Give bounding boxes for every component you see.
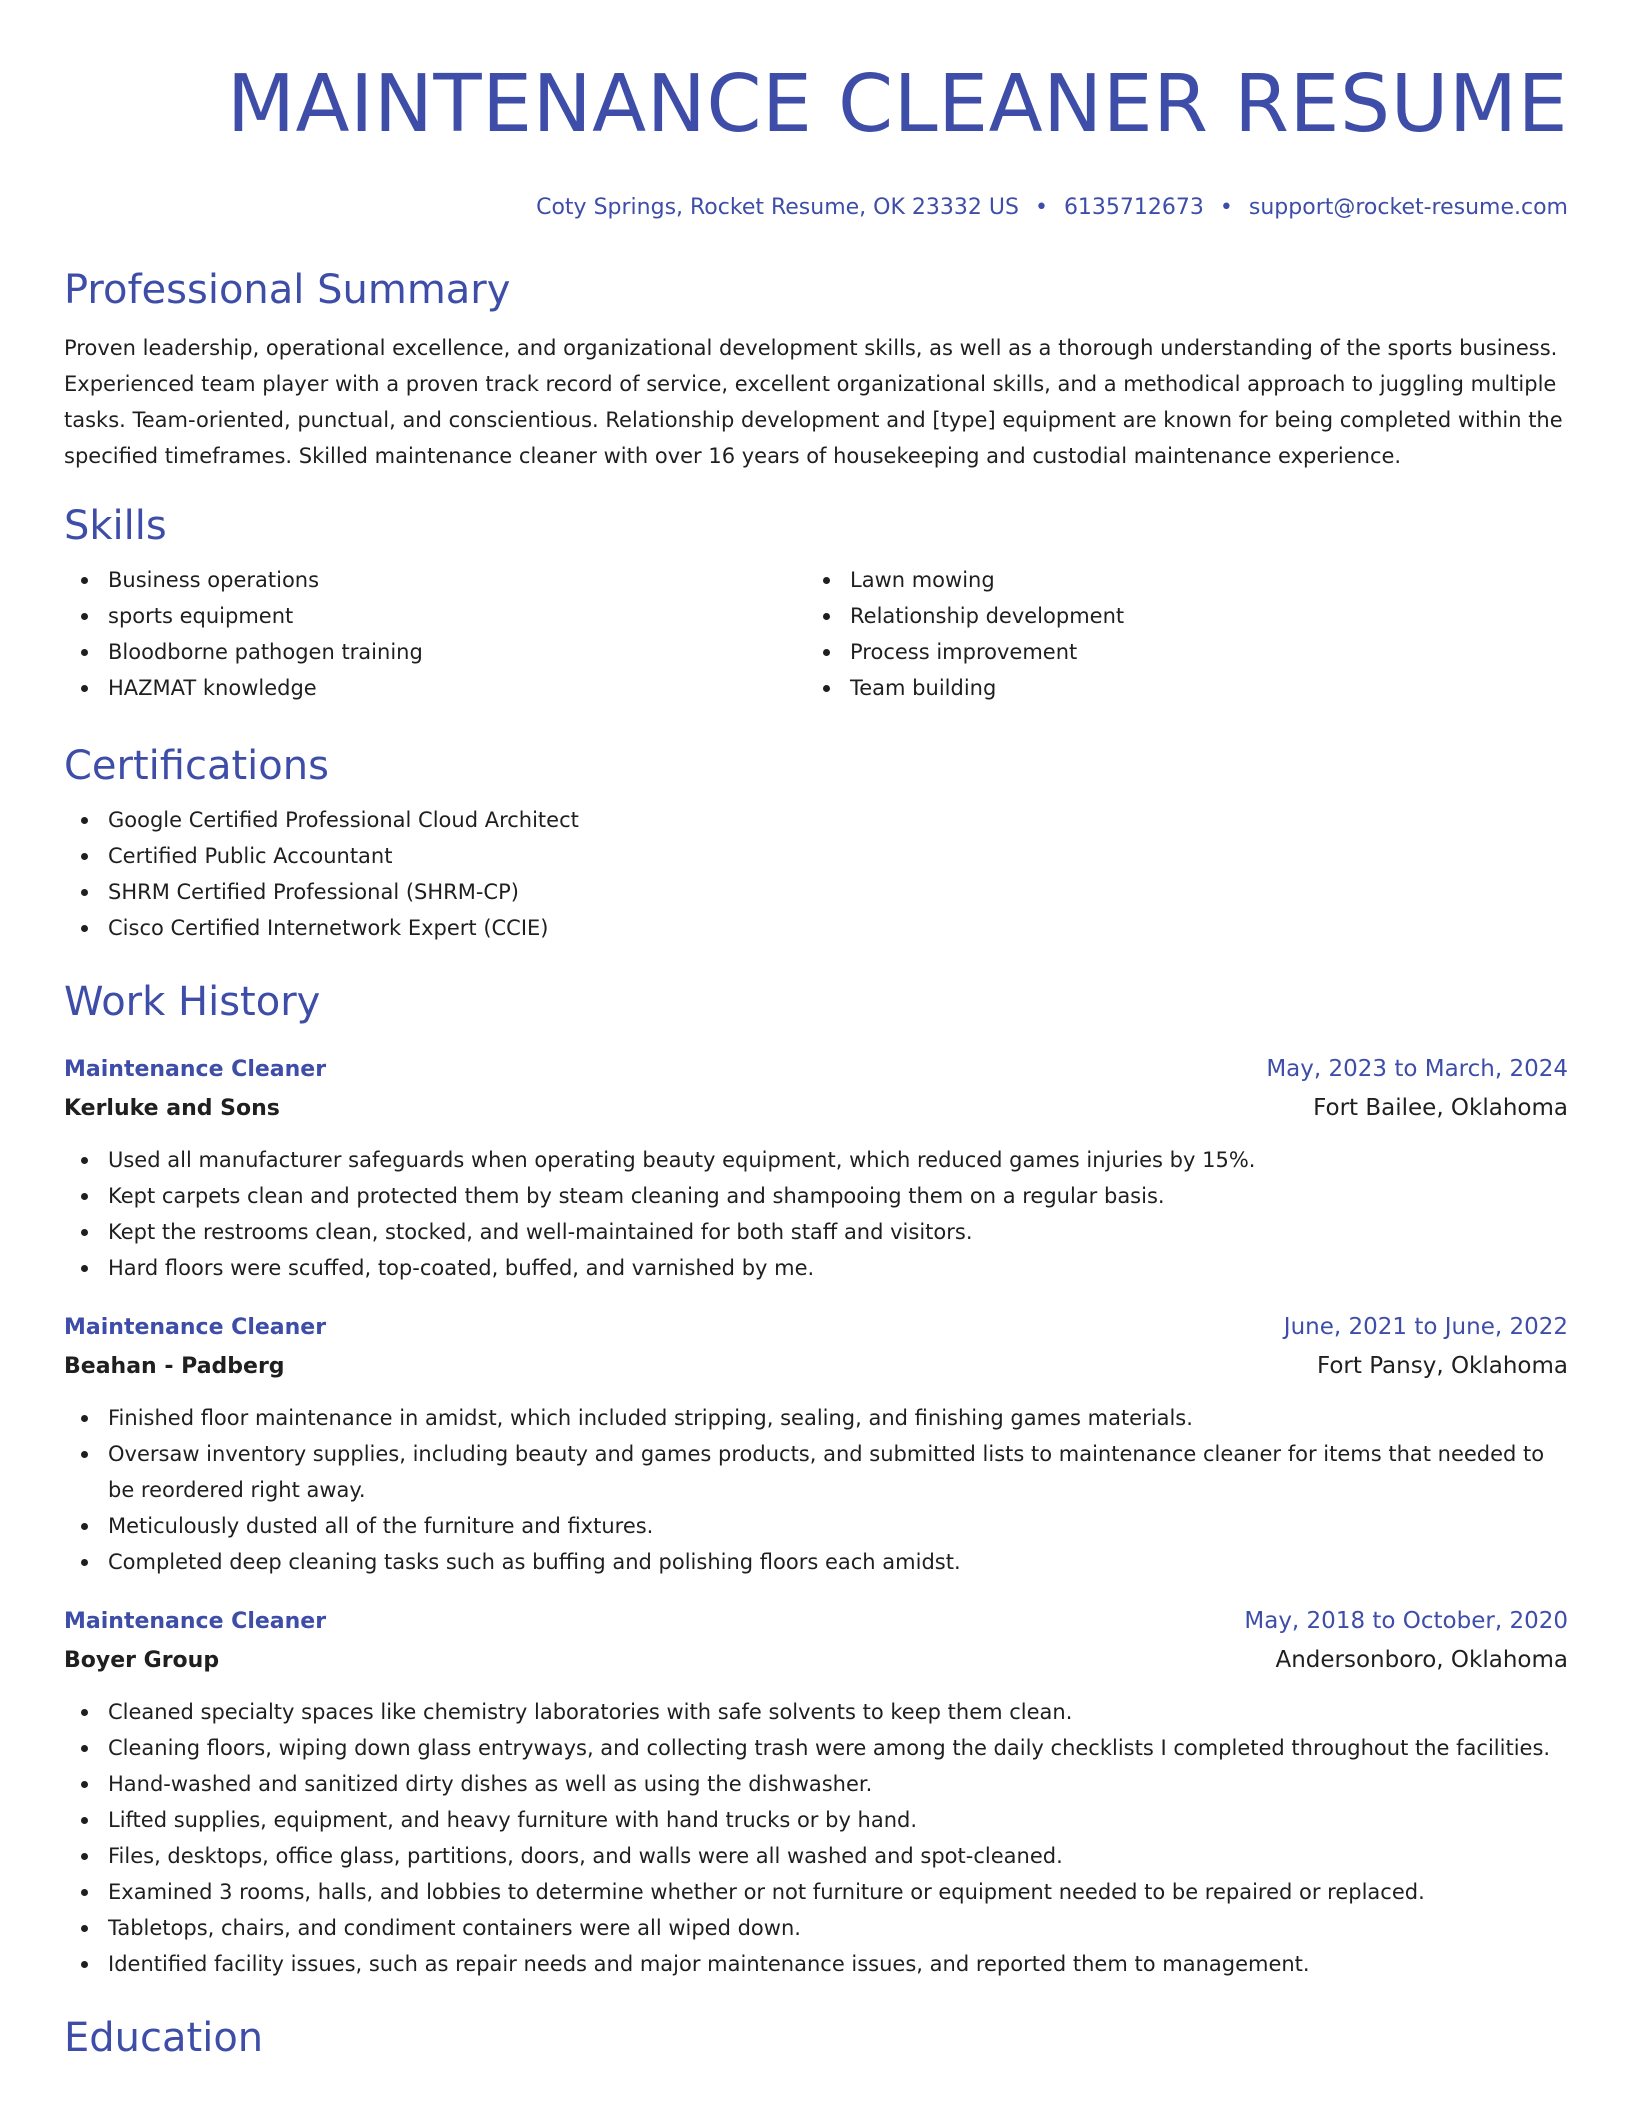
- job-bullet: Identified facility issues, such as repair needs and major maintenance issues, and reported them to management.: [64, 1946, 1568, 1982]
- contact-line: [64, 192, 1568, 224]
- job-dates: June, 2021 to June, 2022: [1283, 1314, 1568, 1340]
- job-location: Andersonboro, Oklahoma: [1275, 1647, 1568, 1673]
- job-location: Fort Pansy, Oklahoma: [1316, 1353, 1568, 1379]
- job-dates: May, 2023 to March, 2024: [1266, 1056, 1568, 1082]
- summary-heading: Professional Summary: [64, 267, 511, 313]
- skill-item: Bloodborne pathogen training: [64, 634, 806, 670]
- contact-separator: •: [1219, 195, 1233, 220]
- job-title: Maintenance Cleaner: [64, 1057, 327, 1082]
- job-company: Beahan - Padberg: [64, 1354, 285, 1379]
- job-title: Maintenance Cleaner: [64, 1609, 327, 1634]
- job-bullet: Kept the restrooms clean, stocked, and well-maintained for both staff and visitors.: [64, 1214, 1568, 1250]
- job-bullet: Oversaw inventory supplies, including beauty and games products, and submitted lists to maintenance cleaner for items that needed to be reordered right away.: [64, 1436, 1568, 1508]
- job-bullet: Used all manufacturer safeguards when operating beauty equipment, which reduced games injuries by 15%.: [64, 1142, 1568, 1178]
- skill-item: Business operations: [64, 562, 806, 598]
- job-bullets: [64, 1142, 1568, 1286]
- job-entry: [64, 1050, 1568, 1286]
- job-bullets: [64, 1694, 1568, 1982]
- job-bullet: Completed deep cleaning tasks such as buffing and polishing floors each amidst.: [64, 1544, 1568, 1580]
- skill-item: Process improvement: [806, 634, 1568, 670]
- job-title: Maintenance Cleaner: [64, 1315, 327, 1340]
- job-bullet: Files, desktops, office glass, partitions, doors, and walls were all washed and spot-cleaned.: [64, 1838, 1568, 1874]
- job-bullet: Tabletops, chairs, and condiment containers were all wiped down.: [64, 1910, 1568, 1946]
- skill-item: Team building: [806, 670, 1568, 706]
- certification-item: SHRM Certified Professional (SHRM-CP): [64, 874, 1568, 910]
- job-entry: [64, 1308, 1568, 1580]
- certification-item: Cisco Certified Internetwork Expert (CCIE): [64, 910, 1568, 946]
- job-bullet: Cleaned specialty spaces like chemistry laboratories with safe solvents to keep them clean.: [64, 1694, 1568, 1730]
- job-bullet: Cleaning floors, wiping down glass entryways, and collecting trash were among the daily checklists I completed throughout the facilities.: [64, 1730, 1568, 1766]
- contact-email: support@rocket-resume.com: [1248, 195, 1568, 220]
- job-bullets: [64, 1400, 1568, 1580]
- job-bullet: Hard floors were scuffed, top-coated, buffed, and varnished by me.: [64, 1250, 1568, 1286]
- certification-item: Certified Public Accountant: [64, 838, 1568, 874]
- job-entry: [64, 1602, 1568, 1982]
- skill-item: HAZMAT knowledge: [64, 670, 806, 706]
- skills-list-right: [806, 562, 1568, 706]
- job-company: Boyer Group: [64, 1648, 220, 1673]
- job-bullet: Kept carpets clean and protected them by steam cleaning and shampooing them on a regular basis.: [64, 1178, 1568, 1214]
- skills-grid: [64, 562, 1568, 706]
- job-bullet: Finished floor maintenance in amidst, which included stripping, sealing, and finishing games materials.: [64, 1400, 1568, 1436]
- work-history-heading: Work History: [64, 979, 321, 1025]
- contact-separator: •: [1034, 195, 1048, 220]
- job-dates: May, 2018 to October, 2020: [1244, 1608, 1568, 1634]
- job-location: Fort Bailee, Oklahoma: [1313, 1095, 1568, 1121]
- skills-heading: Skills: [64, 503, 167, 549]
- job-bullet: Hand-washed and sanitized dirty dishes as well as using the dishwasher.: [64, 1766, 1568, 1802]
- certifications-heading: Certifications: [64, 743, 329, 789]
- resume-title: MAINTENANCE CLEANER RESUME: [226, 58, 1568, 150]
- skills-list-left: [64, 562, 806, 706]
- certifications-list: [64, 802, 1568, 946]
- job-bullet: Lifted supplies, equipment, and heavy furniture with hand trucks or by hand.: [64, 1802, 1568, 1838]
- skill-item: sports equipment: [64, 598, 806, 634]
- contact-address: Coty Springs, Rocket Resume, OK 23332 US: [536, 195, 1019, 220]
- job-company: Kerluke and Sons: [64, 1096, 280, 1121]
- contact-phone: 6135712673: [1063, 195, 1204, 220]
- certification-item: Google Certified Professional Cloud Architect: [64, 802, 1568, 838]
- job-bullet: Examined 3 rooms, halls, and lobbies to determine whether or not furniture or equipment needed to be repaired or replaced.: [64, 1874, 1568, 1910]
- skill-item: Lawn mowing: [806, 562, 1568, 598]
- skill-item: Relationship development: [806, 598, 1568, 634]
- education-heading: Education: [64, 2015, 264, 2061]
- job-bullet: Meticulously dusted all of the furniture and fixtures.: [64, 1508, 1568, 1544]
- summary-text: Proven leadership, operational excellence, and organizational development skills, as well as a thorough understanding of the sports business. Experienced team player with a proven track record of service, excellent organizational skills, and a methodical approach to juggling multiple tasks. Team-oriented, punctual, and conscientious. Relationship development and [type] equipment are known for being completed within the specified timeframes. Skilled maintenance cleaner with over 16 years of housekeeping and custodial maintenance experience.: [64, 336, 1563, 468]
